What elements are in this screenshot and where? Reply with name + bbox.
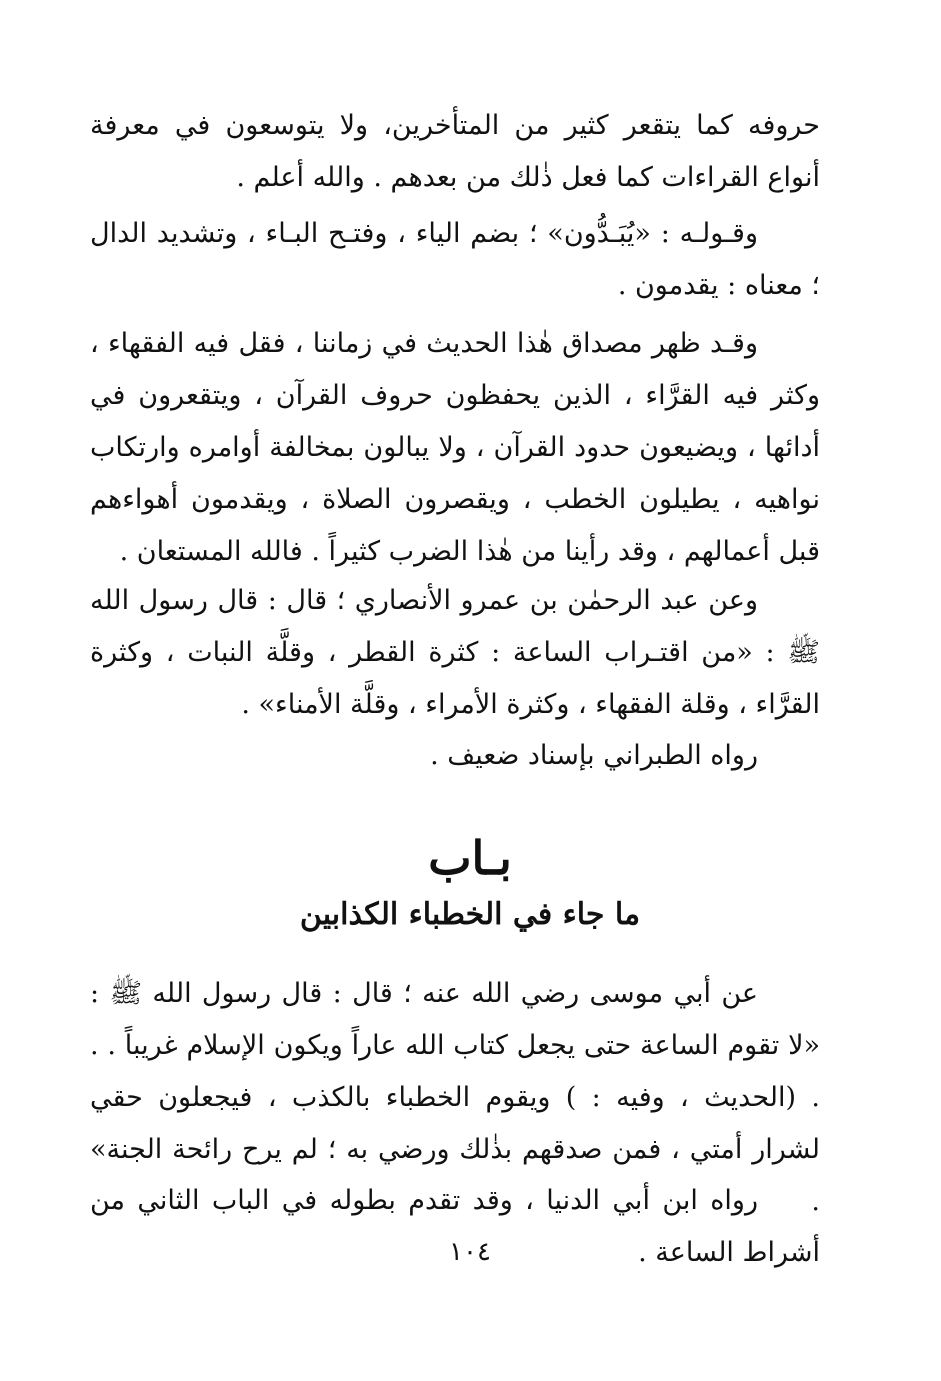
chapter-heading: بـاب <box>428 831 512 885</box>
paragraph-hadith: وعن عبد الرحمٰن بن عمرو الأنصاري ؛ قال : قال رسول الله ﷺ : «من اقتـراب الساعة : كثرة القطر ، وقلَّة النبات ، وكثرة القرَّاء ، وقلة الفقهاء ، وكثرة الأمراء ، وقلَّة الأمناء» . <box>90 585 820 720</box>
chapter-title: ما جاء في الخطباء الكذابين <box>299 897 641 932</box>
paragraph-narration-note-chapter: رواه ابن أبي الدنيا ، وقد تقدم بطوله في الباب الثاني من أشراط الساعة . <box>90 1185 820 1268</box>
paragraph-hadith-chapter: عن أبي موسى رضي الله عنه ؛ قال : قال رسول الله ﷺ : «لا تقوم الساعة حتى يجعل كتاب الله عاراً ويكون الإسلام غريباً . . . (الحديث ، وفيه : ) ويقوم الخطباء بالكذب ، فيجعلون حقي لشرار أمتي ، فمن صدقهم بذٰلك ورضي به ؛ لم يرح رائحة الجنة» . <box>90 978 820 1217</box>
paragraph-word-explanation: وقـولـه : «يُبَـدُّون» ؛ بضم الياء ، وفتـح البـاء ، وتشديد الدال ؛ معناه : يقدمون . <box>90 218 820 301</box>
page-number: ١٠٤ <box>449 1237 491 1267</box>
paragraph-narration-note: رواه الطبراني بإسناد ضعيف . <box>430 740 758 771</box>
paragraph-continuation: حروفه كما يتقعر كثير من المتأخرين، ولا يتوسعون في معرفة أنواع القراءات كما فعل ذٰلك من بعدهم . والله أعلم . <box>90 110 820 193</box>
paragraph-commentary: وقـد ظهر مصداق هٰذا الحديث في زماننا ، فقل فيه الفقهاء ، وكثر فيه القرَّاء ، الذين يحفظون حروف القرآن ، ويتقعرون في أدائها ، ويضيعون حدود القرآن ، ولا يبالون بمخالفة أوامره وارتكاب نواهيه ، يطيلون الخطب ، ويقصرون الصلاة ، ويقدمون أهواءهم قبل أعمالهم ، وقد رأينا من هٰذا الضرب كثيراً . فالله المستعان . <box>90 328 820 567</box>
